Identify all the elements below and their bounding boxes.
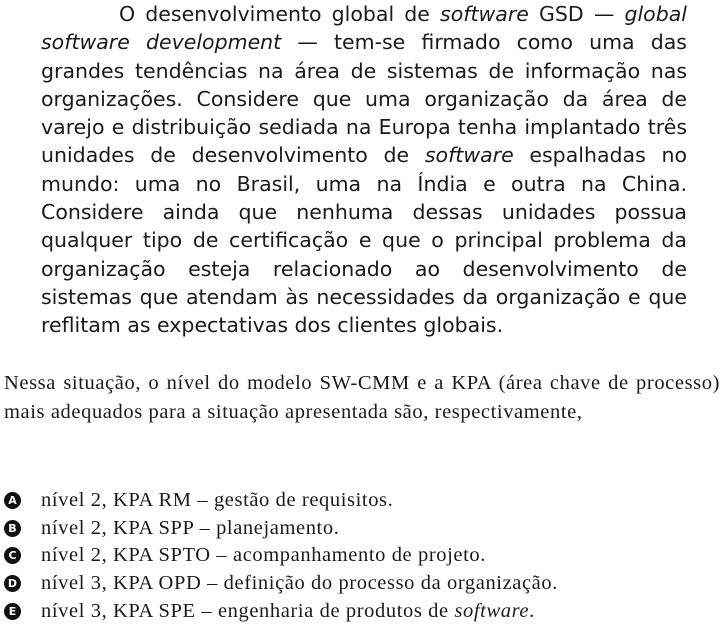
passage-italic-1: software <box>440 2 529 26</box>
option-d-letter-icon: D <box>4 575 21 592</box>
passage-text-4: espalhadas no mundo: uma no Brasil, uma na Índia e outra na China. Considere ainda que nenhuma dessas unidades possua qualquer tipo de certificação e que o principal problema da organização esteja relacionado ao desenvolvimento de sistemas que atendam às necessidades da organização e que reflitam as expectativas dos clientes globais. <box>41 143 687 338</box>
option-c[interactable] <box>4 542 720 570</box>
option-a-text: nível 2, KPA RM – gestão de requisitos. <box>41 489 394 512</box>
option-b[interactable] <box>4 515 720 543</box>
option-e-letter-icon: E <box>4 603 21 620</box>
answer-options <box>4 487 720 625</box>
passage-italic-2: global software development <box>41 2 687 55</box>
option-a-letter-icon: A <box>4 492 21 509</box>
option-d-text: nível 3, KPA OPD – definição do processo da organização. <box>41 572 558 595</box>
option-b-letter-icon: B <box>4 520 21 537</box>
option-d[interactable] <box>4 570 720 598</box>
passage-text-1: O desenvolvimento global de <box>119 2 441 26</box>
option-c-text: nível 2, KPA SPTO – acompanhamento de projeto. <box>41 544 486 567</box>
option-e-text-end: . <box>529 599 535 622</box>
option-e[interactable] <box>4 597 720 625</box>
question-stem: Nessa situação, o nível do modelo SW-CMM e a KPA (área chave de processo) mais adequados para a situação apresentada são, respectivamente, <box>4 372 720 423</box>
passage-text-3: — tem-se firmado como uma das grandes tendências na área de sistemas de informação nas organizações. Considere que uma organização da área de varejo e distribuição sediada na Europa tenha implantado três unidades de desenvolvimento de <box>41 30 687 168</box>
passage-text-2: GSD — <box>528 2 625 26</box>
option-c-letter-icon: C <box>4 547 21 564</box>
option-e-italic: software <box>454 599 530 622</box>
context-passage <box>41 0 687 340</box>
option-e-text: nível 3, KPA SPE – engenharia de produtos de <box>41 599 455 622</box>
passage-italic-3: software <box>424 143 514 168</box>
option-a[interactable] <box>4 487 720 515</box>
option-b-text: nível 2, KPA SPP – planejamento. <box>41 516 340 539</box>
